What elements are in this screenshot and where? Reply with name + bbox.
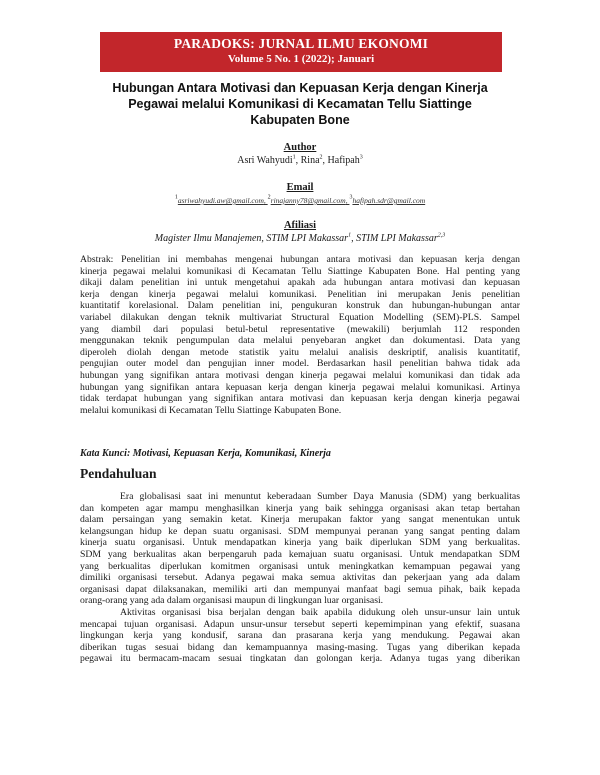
title-line: Kabupaten Bone xyxy=(250,113,350,127)
journal-issue: Volume 5 No. 1 (2022); Januari xyxy=(227,53,375,65)
email-heading: Email xyxy=(286,182,314,193)
abstract-line: kinerja pegawai melalui komunikasi di Kecamatan Tellu Siattinge Kabupaten Bone. Hal penting yang xyxy=(80,265,520,277)
separator: , xyxy=(295,155,301,166)
body-line: pegawai itu bermacam-macam sesuai tingkatan dan golongan kerja. Adanya tugas yang diberikan xyxy=(80,653,520,665)
body-line: mencapai tujuan organisasi. Adapun unsur-unsur tersebut seperti kepemimpinan yang efektif, suasana xyxy=(80,618,520,630)
author-name: Hafipah xyxy=(327,155,360,166)
paper-title xyxy=(80,80,520,128)
author-heading: Author xyxy=(283,142,317,153)
author-name: Asri Wahyudi xyxy=(237,155,293,166)
affiliation-sup: 2,3 xyxy=(437,232,446,239)
abstract-line: tidak terdapat hubungan yang signifikan antara motivasi dan kepuasan kerja dengan kinerja pegawai xyxy=(80,393,520,405)
abstract-line: kuantitatif korelasional. Dalam penelitian ini, pengukuran konstruk dan hubungan-hubungan antar xyxy=(80,300,520,312)
abstract-line: menggunakan teknik pengumpulan data melalui penyebaran angket dan dokumentasi. Data yang xyxy=(80,335,520,347)
affiliation-heading: Afiliasi xyxy=(283,220,317,231)
author-names xyxy=(0,155,600,166)
body-line: diberikan tugas sesuai bidang dan kemampuannya masing-masing. Tugas yang diberikan kepada xyxy=(80,641,520,653)
email-link[interactable]: hafipah.sdr@gmail.com xyxy=(352,196,426,205)
author-sup: 2 xyxy=(319,154,323,161)
separator: , xyxy=(345,196,350,205)
body-line: Aktivitas organisasi bisa berjalan dengan baik apabila didukung oleh unsur-unsur lain untuk xyxy=(120,606,520,618)
abstract-line: Abstrak: Penelitian ini membahas mengenai hubungan antara motivasi dan kepuasan kerja dengan xyxy=(80,254,520,265)
section-title: Pendahuluan xyxy=(80,466,157,481)
body-line: dalam persaingan yang semakin ketat. Kinerja merupakan faktor yang sangat menentukan untuk xyxy=(80,514,520,526)
separator: , xyxy=(263,196,268,205)
body-line: orang-orang yang ada dalam organisasi maupun di lingkungan luar organisasi. xyxy=(80,595,384,607)
abstract xyxy=(80,254,520,416)
journal-name: PARADOKS: JURNAL ILMU EKONOMI xyxy=(173,36,429,51)
body-line: Era globalisasi saat ini menuntut keberadaan Sumber Daya Manusia (SDM) yang berkualitas xyxy=(120,491,520,502)
email-sup: 2 xyxy=(267,194,271,201)
separator: , xyxy=(351,233,357,244)
body-line: kelangsungan hidup ke depan suatu organisasi. SDM mempunyai peranan yang sangat penting dalam xyxy=(80,525,520,537)
abstract-line: hubungan yang signifikan antara motivasi dengan kinerja pegawai melalui komunikasi dan tidak ada xyxy=(80,369,520,381)
body-line: dimiliki organisasi tersebut. Adanya pegawai maka semua aktivitas dan pekerjaan yang ada dalam xyxy=(80,572,520,584)
affiliation-item: STIM LPI Makassar xyxy=(356,233,438,244)
email-link[interactable]: asriwahyudi.aw@gmail.com xyxy=(177,196,264,205)
affiliation-list xyxy=(0,233,600,244)
body-line: dan kompeten agar mampu menghasilkan kinerja yang baik sehingga organisasi akan tetap bertahan xyxy=(80,502,520,514)
email-sup: 3 xyxy=(349,194,353,201)
body-line: SDM yang berkualitas akan berpengaruh pada kemajuan suatu organisasi. Untuk mendapatkan SDM xyxy=(80,548,520,560)
author-sup: 1 xyxy=(292,154,296,161)
body-line: organisasi dapat dilaksanakan, memiliki arti dan mempunyai manfaat bagi semua pihak, baik kepada xyxy=(80,583,520,595)
body-text xyxy=(80,491,520,665)
abstract-line: yang diambil dari populasi betul-betul representative (mewakili) berjumlah 112 responden xyxy=(80,323,520,335)
journal-banner xyxy=(100,32,502,72)
email-sup: 1 xyxy=(174,194,178,201)
affiliation-sup: 1 xyxy=(348,232,352,239)
author-sup: 3 xyxy=(359,154,363,161)
author-name: Rina xyxy=(300,155,320,166)
title-line: Hubungan Antara Motivasi dan Kepuasan Kerja dengan Kinerja xyxy=(112,81,488,95)
email-list xyxy=(0,195,600,206)
keywords: Kata Kunci: Motivasi, Kepuasan Kerja, Komunikasi, Kinerja xyxy=(80,448,331,459)
body-line: lingkungan kerja yang kondusif, sarana dan prasarana kerja yang mendukung. Pegawai akan xyxy=(80,630,520,642)
title-line: Pegawai melalui Komunikasi di Kecamatan Tellu Siattinge xyxy=(128,97,472,111)
abstract-line: diperoleh diolah dengan metode statistik yaitu melalui analisis deskriptif, analisis kuantitatif, xyxy=(80,346,520,358)
affiliation-item: Magister Ilmu Manajemen, STIM LPI Makassar xyxy=(154,233,349,244)
abstract-line: dikaji dalam penelitian ini untuk mengetahui apakah ada hubungan antara motivasi dan kepuasan xyxy=(80,277,520,289)
abstract-line: hubungan yang signifikan antara kepuasan kerja dengan kinerja pegawai melalui komunikasi. Artinya xyxy=(80,381,520,393)
abstract-line: melalui komunikasi di Kecamatan Tellu Siattinge Kabupaten Bone. xyxy=(80,404,342,416)
separator: , xyxy=(322,155,328,166)
email-link[interactable]: rinajanny78@gmail.com xyxy=(270,196,346,205)
body-line: yang berkualitas diperlukan komitmen organisasi untuk meningkatkan kemampuan pegawai yang xyxy=(80,560,520,572)
abstract-line: pengujian outer model dan pengujian inner model. Berdasarkan hasil penelitian bahwa tidak ada xyxy=(80,358,520,370)
body-line: kinerja suatu organisasi. Untuk mendapatkan kinerja yang baik diperlukan SDM yang berkualitas. xyxy=(80,537,520,549)
abstract-line: kerja dengan kinerja pegawai melalui komunikasi. Penelitian ini merupakan Jenis penelitian xyxy=(80,288,520,300)
abstract-line: variabel dilakukan dengan teknik multivariat Structural Equation Modelling (SEM)-PLS. Sampel xyxy=(80,311,520,323)
